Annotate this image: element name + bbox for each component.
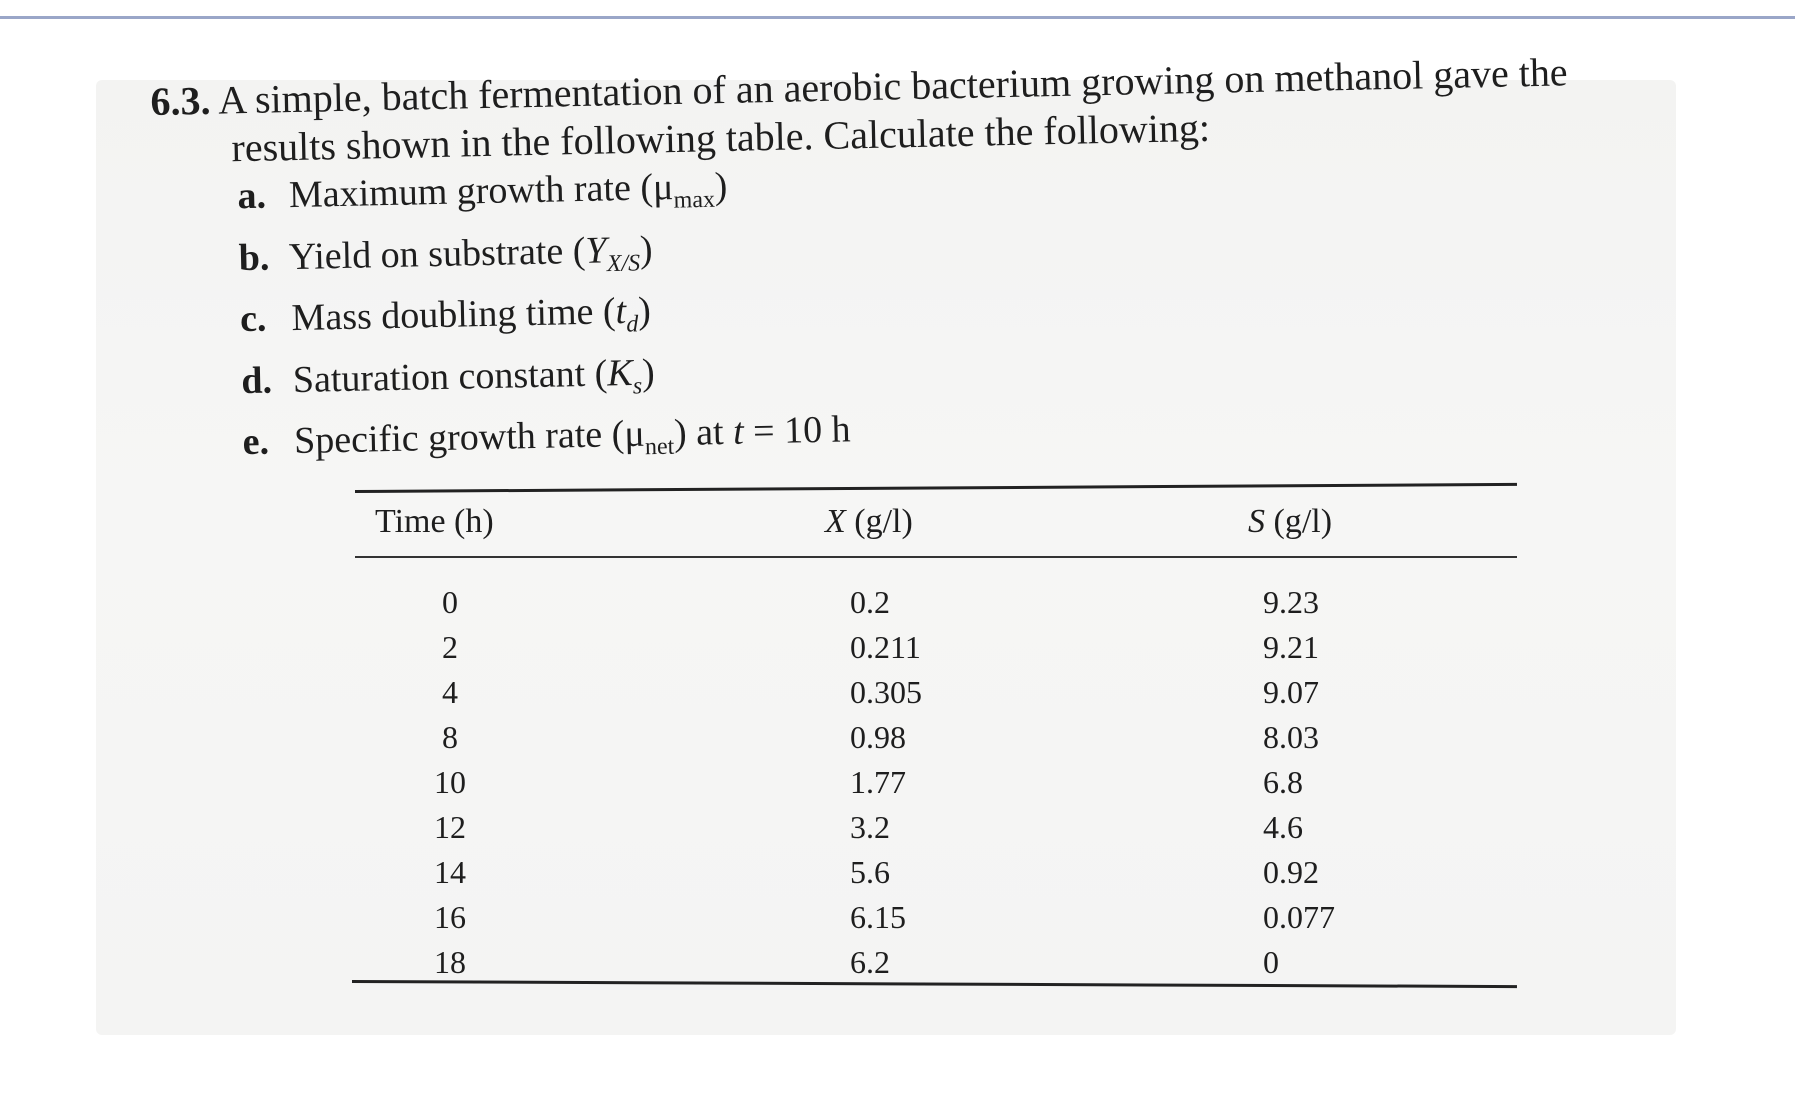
s-cell: 9.07 xyxy=(1263,674,1319,710)
header-x-unit: (g/l) xyxy=(845,503,913,540)
problem-intro-line2: results shown in the following table. Calculate the following: xyxy=(231,104,1211,171)
item-letter: a. xyxy=(237,174,267,218)
s-cell: 0.92 xyxy=(1263,854,1319,890)
s-cell: 0 xyxy=(1263,944,1279,980)
x-cell: 1.77 xyxy=(850,764,906,800)
column-s xyxy=(1263,580,1393,985)
item-letter: d. xyxy=(240,359,273,402)
table-header-rule xyxy=(355,556,1517,558)
x-cell: 0.98 xyxy=(850,719,906,755)
item-variable: t xyxy=(615,290,627,333)
item-subscript: net xyxy=(644,434,675,461)
item-text: Saturation constant ( xyxy=(292,352,608,401)
problem-number: 6.3. xyxy=(150,77,211,124)
time-cell: 16 xyxy=(434,899,466,935)
x-cell: 6.15 xyxy=(850,899,906,935)
s-cell: 9.23 xyxy=(1263,584,1319,620)
column-x xyxy=(850,580,970,985)
time-cell: 18 xyxy=(434,944,466,980)
item-letter: c. xyxy=(239,297,267,341)
item-subscript: s xyxy=(632,373,643,400)
item-tail: ) at xyxy=(673,411,734,455)
time-cell: 4 xyxy=(442,674,458,710)
x-cell: 3.2 xyxy=(850,809,890,845)
time-cell: 12 xyxy=(434,809,466,845)
time-cell: 0 xyxy=(442,584,458,620)
time-cell: 2 xyxy=(442,629,458,665)
x-cell: 0.211 xyxy=(850,629,921,665)
item-variable: t xyxy=(732,411,745,454)
s-cell: 4.6 xyxy=(1263,809,1303,845)
item-subscript: X/S xyxy=(606,249,641,277)
time-cell: 8 xyxy=(442,719,458,755)
header-s xyxy=(1248,502,1332,542)
x-cell: 0.305 xyxy=(850,674,922,710)
problem-intro-line1: A simple, batch fermentation of an aerobic bacterium growing on methanol gave the xyxy=(217,49,1569,123)
item-letter: e. xyxy=(242,420,270,464)
item-tail: ) xyxy=(639,228,653,271)
header-x-var: X xyxy=(825,503,846,540)
item-tail: ) xyxy=(637,289,652,333)
s-cell: 8.03 xyxy=(1263,719,1319,755)
problem-statement xyxy=(150,47,1638,482)
header-x xyxy=(825,502,913,542)
time-cell: 14 xyxy=(434,854,466,890)
x-cell: 6.2 xyxy=(850,944,890,980)
column-time xyxy=(415,580,485,985)
header-s-var: S xyxy=(1248,503,1265,540)
item-tail: ) xyxy=(714,164,728,208)
item-text: Yield on substrate ( xyxy=(288,229,586,278)
item-variable: Y xyxy=(584,229,607,272)
time-cell: 10 xyxy=(434,764,466,800)
item-text: Mass doubling time ( xyxy=(291,290,616,340)
item-text: Maximum growth rate (μ xyxy=(288,166,674,217)
header-time: Time (h) xyxy=(375,503,494,540)
x-cell: 0.2 xyxy=(850,584,890,620)
item-text: Specific growth rate (μ xyxy=(293,413,646,463)
s-cell: 6.8 xyxy=(1263,764,1303,800)
problem-items xyxy=(152,143,1638,482)
top-divider xyxy=(0,16,1795,19)
item-letter: b. xyxy=(238,236,270,279)
s-cell: 0.077 xyxy=(1263,899,1335,935)
item-tail-2: = 10 h xyxy=(743,408,852,454)
item-variable: K xyxy=(606,351,634,395)
header-s-unit: (g/l) xyxy=(1265,503,1333,540)
x-cell: 5.6 xyxy=(850,854,890,890)
item-tail: ) xyxy=(641,351,656,394)
item-subscript: max xyxy=(673,186,716,214)
item-subscript: d xyxy=(626,311,639,338)
s-cell: 9.21 xyxy=(1263,629,1319,665)
